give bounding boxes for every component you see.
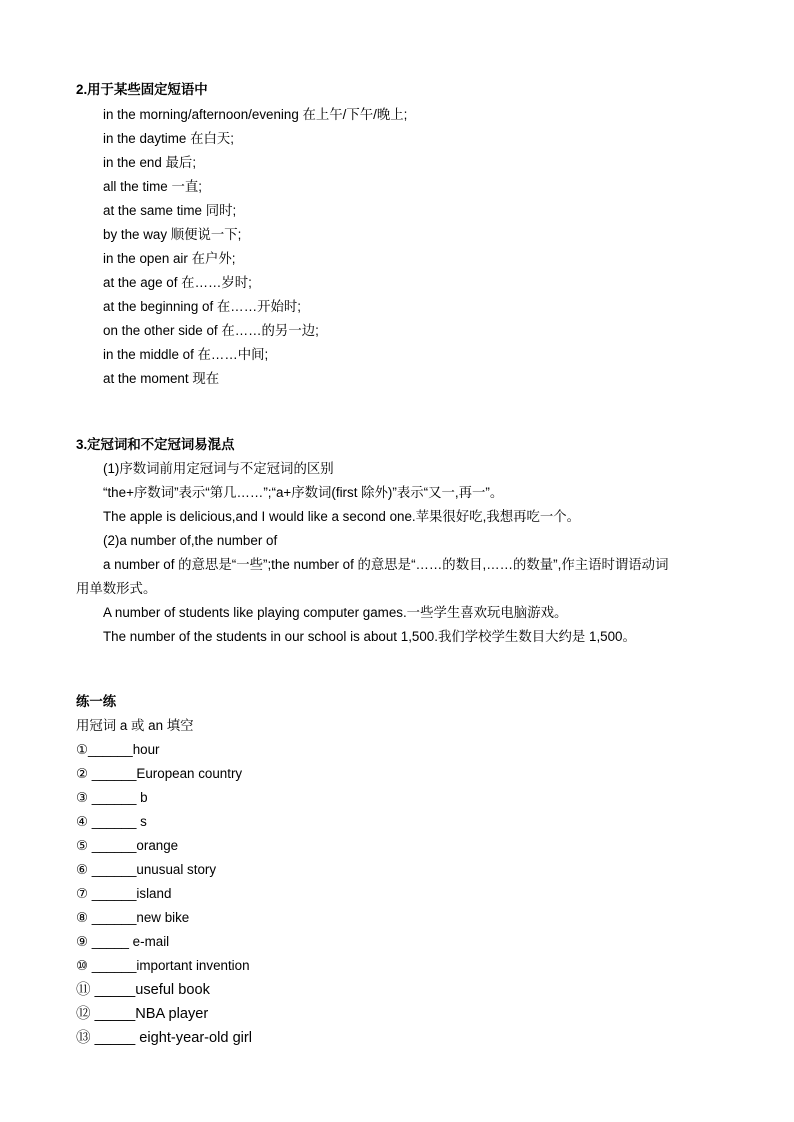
practice-item: ⑤ ______orange bbox=[76, 838, 179, 853]
practice-item: ⑫ _____NBA player bbox=[76, 1006, 209, 1022]
phrase-line: all the time 一直; bbox=[103, 179, 202, 194]
phrase-line: at the beginning of 在……开始时; bbox=[103, 299, 301, 314]
practice-item: ⑬ _____ eight-year-old girl bbox=[76, 1030, 253, 1046]
practice-item: ⑦ ______island bbox=[76, 886, 172, 901]
phrase-line: in the daytime 在白天; bbox=[103, 131, 234, 146]
phrase-line: at the same time 同时; bbox=[103, 203, 237, 218]
phrase-line: in the end 最后; bbox=[103, 155, 197, 170]
practice-item: ①______hour bbox=[76, 742, 160, 757]
practice-item: ④ ______ s bbox=[76, 814, 147, 829]
body-line: (1)序数词前用定冠词与不定冠词的区别 bbox=[103, 461, 334, 476]
phrase-line: in the open air 在户外; bbox=[103, 251, 236, 266]
practice-item: ⑨ _____ e-mail bbox=[76, 934, 170, 949]
body-line: (2)a number of,the number of bbox=[103, 533, 278, 548]
body-line: 用单数形式。 bbox=[76, 581, 157, 596]
practice-item: ⑩ ______important invention bbox=[76, 958, 250, 973]
practice-item: ⑧ ______new bike bbox=[76, 910, 190, 925]
practice-item: ⑪ _____useful book bbox=[76, 982, 210, 998]
phrase-line: on the other side of 在……的另一边; bbox=[103, 323, 319, 338]
body-line: The apple is delicious,and I would like a second one.苹果很好吃,我想再吃一个。 bbox=[103, 509, 581, 524]
practice-heading: 练一练 bbox=[76, 694, 117, 709]
phrase-line: in the morning/afternoon/evening 在上午/下午/晚上; bbox=[103, 107, 408, 122]
body-line: The number of the students in our school is about 1,500.我们学校学生数目大约是 1,500。 bbox=[103, 629, 636, 644]
body-line: A number of students like playing computer games.一些学生喜欢玩电脑游戏。 bbox=[103, 605, 568, 620]
section3-heading: 3.定冠词和不定冠词易混点 bbox=[76, 437, 235, 452]
phrase-line: at the age of 在……岁时; bbox=[103, 275, 252, 290]
body-line: “the+序数词”表示“第几……”;“a+序数词(first 除外)”表示“又一,再一”。 bbox=[103, 485, 504, 500]
practice-item: ② ______European country bbox=[76, 766, 243, 781]
phrase-line: at the moment 现在 bbox=[103, 371, 220, 386]
section2-heading: 2.用于某些固定短语中 bbox=[76, 82, 208, 97]
practice-instruction: 用冠词 a 或 an 填空 bbox=[76, 718, 194, 733]
body-line: a number of 的意思是“一些”;the number of 的意思是“……的数目,……的数量”,作主语时谓语动词 bbox=[103, 557, 669, 572]
phrase-line: in the middle of 在……中间; bbox=[103, 347, 269, 362]
phrase-line: by the way 顺便说一下; bbox=[103, 227, 242, 242]
practice-item: ③ ______ b bbox=[76, 790, 148, 805]
practice-item: ⑥ ______unusual story bbox=[76, 862, 217, 877]
